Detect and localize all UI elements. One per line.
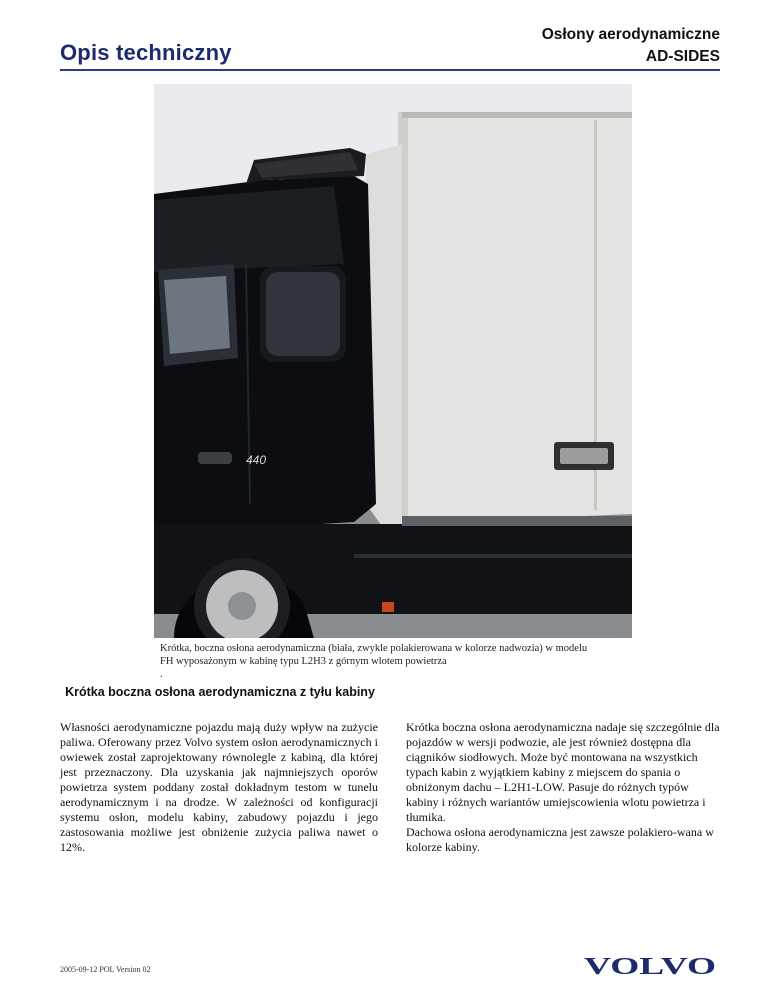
- cab-model-badge: 440: [246, 453, 267, 467]
- caption-line-3: .: [160, 669, 163, 680]
- paint-paragraph: Dachowa osłona aerodynamiczna jest zawsze polakiero-wana w kolorze kabiny.: [406, 825, 714, 854]
- body-column-left: [60, 720, 378, 855]
- product-title: Osłony aerodynamiczne: [541, 26, 720, 43]
- truck-photo: [154, 84, 632, 638]
- photo-caption: [160, 642, 640, 681]
- version-footer: 2005-09-12 POL Version 02: [60, 965, 151, 974]
- product-code: AD-SIDES: [645, 48, 720, 65]
- document-title: Opis techniczny: [60, 40, 232, 65]
- volvo-logo: [584, 954, 718, 983]
- header-rule: [60, 69, 720, 71]
- caption-line-2: FH wyposażonym w kabinę typu L2H3 z górnym wlotem powietrza: [160, 656, 447, 667]
- volvo-logo-text: VOLVO: [584, 954, 716, 978]
- fitment-paragraph: Krótka boczna osłona aerodynamiczna nadaje się szczególnie dla pojazdów w wersji podwozie, ale jest również dostępna dla ciągników siodłowych. Może być montowana na wszystkich typach kabin z wyjątkiem kabiny z miejscem do spania o obniżonym dachu – L2H1-LOW. Pasuje do różnych typów kabiny i różnych wariantów umiejscowienia wlotu powietrza i tłumika.: [406, 720, 720, 824]
- caption-line-1: Krótka, boczna osłona aerodynamiczna (biała, zwykle polakierowana w kolorze nadwozia) w modelu: [160, 643, 588, 654]
- intro-paragraph: Własności aerodynamiczne pojazdu mają duży wpływ na zużycie paliwa. Oferowany przez Volvo system osłon aerodynamicznych i owiewek został zaprojektowany równolegle z kabiną, dla której jest przeznaczony. Dla uzyskania jak najmniejszych oporów powietrza system poddany został dokładnym testom w tunelu aerodynamicznym i na drodze. W zależności od konfiguracji systemu osłon, modelu kabiny, zabudowy pojazdu i jego zastosowania możliwe jest obniżenie zużycia paliwa nawet o 12%.: [60, 720, 378, 854]
- section-heading: Krótka boczna osłona aerodynamiczna z tyłu kabiny: [65, 685, 375, 699]
- product-header: [542, 24, 720, 68]
- body-column-right: [406, 720, 722, 855]
